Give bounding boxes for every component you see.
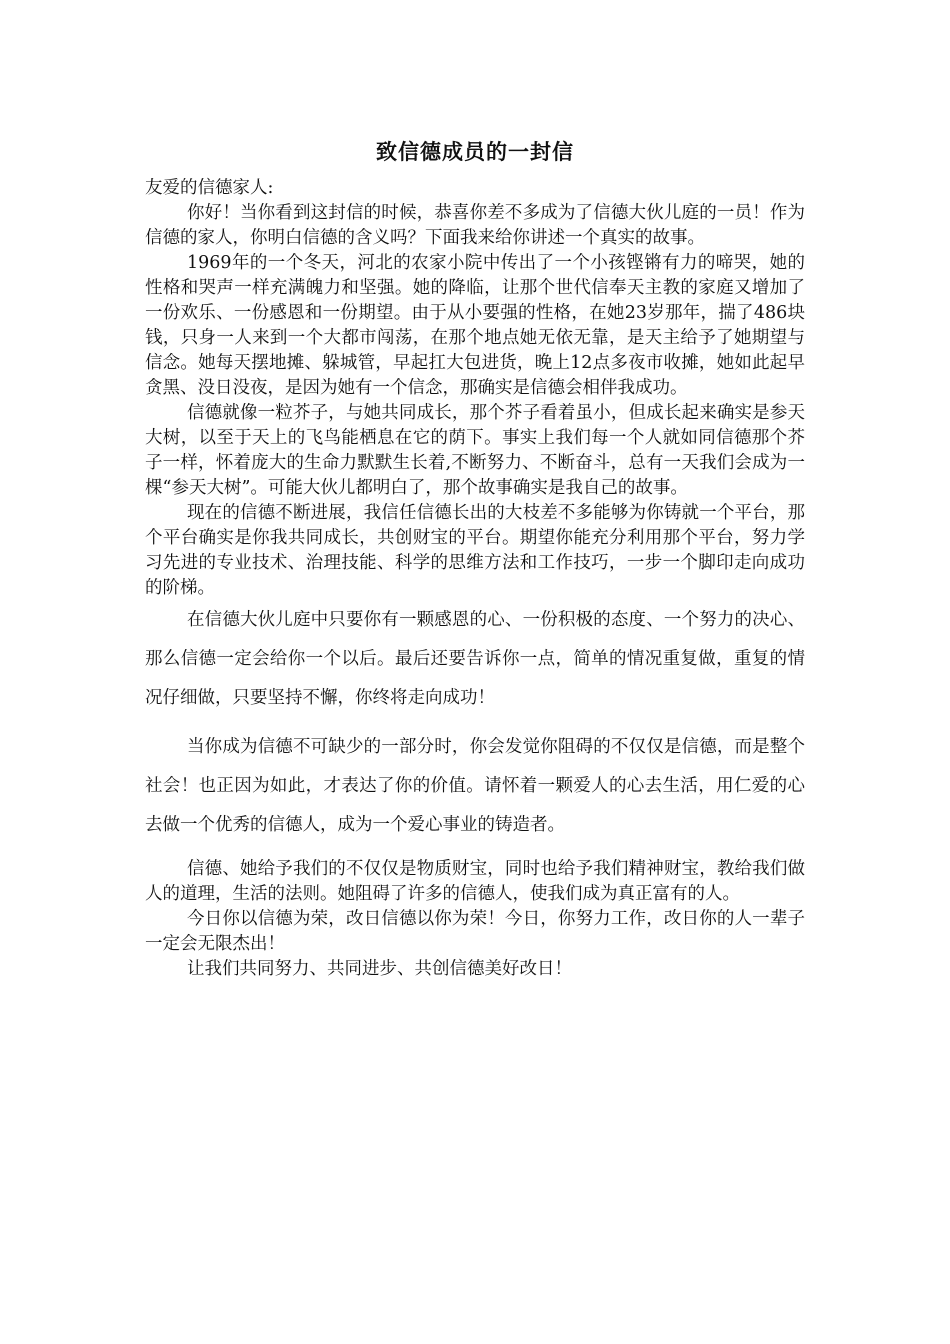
- paragraph-success: 在信德大伙儿庭中只要你有一颗感恩的心、一份积极的态度、一个努力的决心、那么信德一定会给你一个以后。最后还要告诉你一点，简单的情况重复做，重复的情况仔细做，只要坚持不懈，你终将走向成功！: [145, 610, 805, 708]
- paragraph-wealth: 信德、她给予我们的不仅仅是物质财宝，同时也给予我们精神财宝，教给我们做人的道理，生活的法则。她阻碍了许多的信德人，使我们成为真正富有的人。: [145, 859, 805, 904]
- paragraph-mustard-seed: 信德就像一粒芥子，与她共同成长，那个芥子看着虽小，但成长起来确实是参天大树，以至于天上的飞鸟能栖息在它的荫下。事实上我们每一个人就如同信德那个芥子一样，怀着庞大的生命力默默生长着,不断努力、不断奋斗，总有一天我们会成为一棵“参天大树”。可能大伙儿都明白了，那个故事确实是我自己的故事。: [145, 403, 805, 498]
- paragraph-society: 当你成为信德不可缺少的一部分时，你会发觉你阻碍的不仅仅是信德，而是整个社会！也正因为如此，才表达了你的价值。请怀着一颗爱人的心去生活，用仁爱的心去做一个优秀的信德人，成为一个爱心事业的铸造者。: [145, 737, 805, 835]
- paragraph-pride: 今日你以信德为荣，改日信德以你为荣！今日，你努力工作，改日你的人一辈子一定会无限杰出！: [145, 909, 805, 954]
- paragraph-story: 1969年的一个冬天，河北的农家小院中传出了一个小孩铿锵有力的啼哭，她的性格和哭声一样充满魄力和坚强。她的降临，让那个世代信奉天主教的家庭又增加了一份欢乐、一份感恩和一份期望。由于从小要强的性格，在她23岁那年，揣了486块钱，只身一人来到一个大都市闯荡，在那个地点她无依无靠，是天主给予了她期望与信念。她每天摆地摊、躲城管，早起扛大包进货，晚上12点多夜市收摊，她如此起早贪黑、没日没夜，是因为她有一个信念，那确实是信德会相伴我成功。: [145, 253, 805, 398]
- letter-body: [145, 176, 805, 982]
- paragraph-platform: 现在的信德不断进展，我信任信德长出的大枝差不多能够为你铸就一个平台，那个平台确实是你我共同成长，共创财宝的平台。期望你能充分利用那个平台，努力学习先进的专业技术、治理技能、科学的思维方法和工作技巧，一步一个脚印走向成功的阶梯。: [145, 503, 805, 598]
- paragraph-closing: 让我们共同努力、共同进步、共创信德美好改日！: [187, 959, 572, 979]
- salutation: 友爱的信德家人:: [145, 178, 274, 198]
- letter-title: 致信德成员的一封信: [376, 139, 574, 164]
- paragraph-greeting: 你好！当你看到这封信的时候，恭喜你差不多成为了信德大伙儿庭的一员！作为信德的家人，你明白信德的含义吗？下面我来给你讲述一个真实的故事。: [145, 203, 805, 248]
